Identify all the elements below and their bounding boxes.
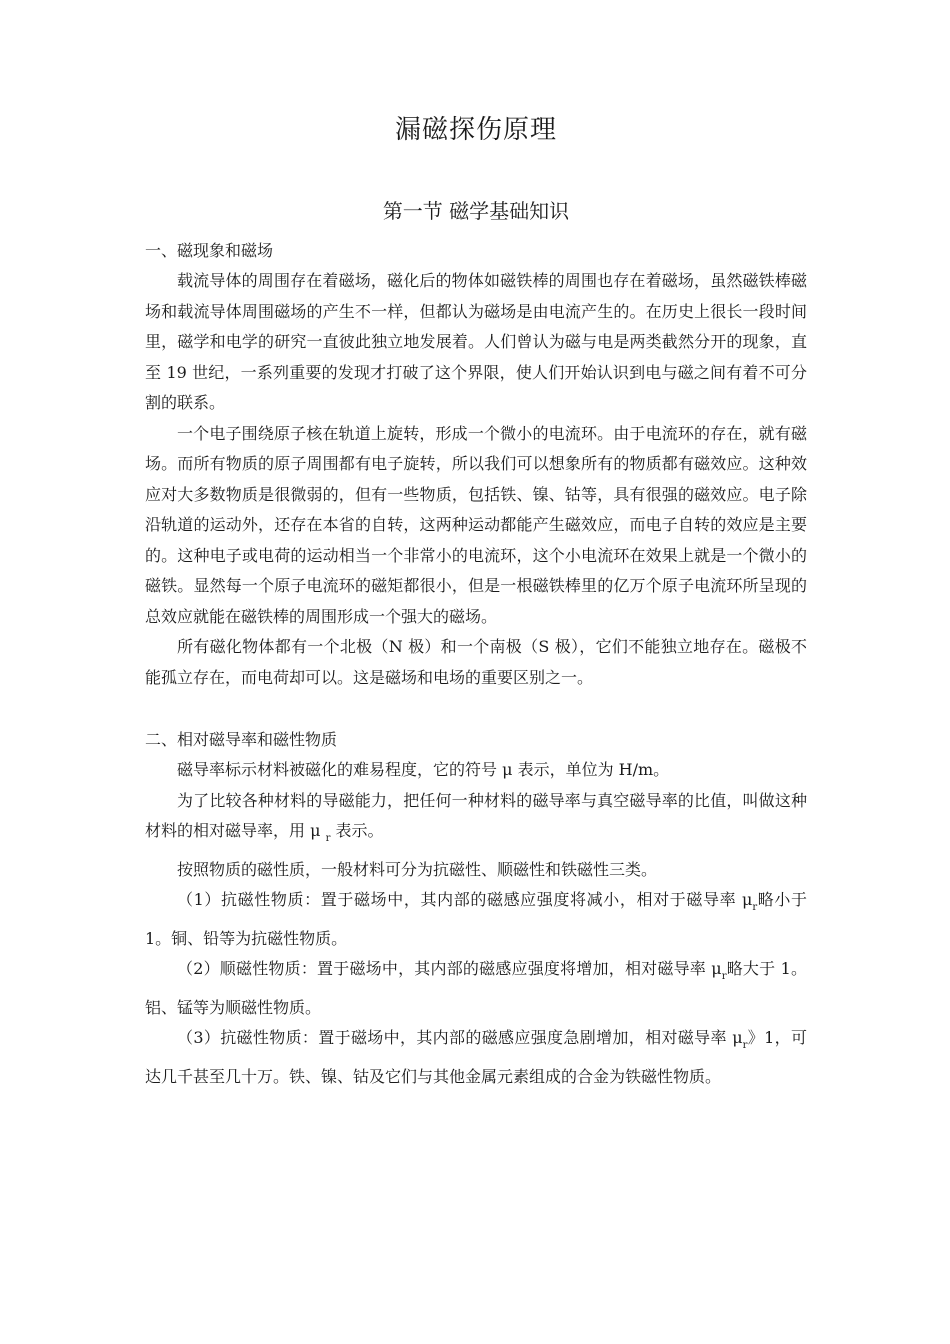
subscript-r: r (752, 902, 758, 913)
document-title: 漏磁探伤原理 (394, 115, 557, 145)
subscript-r: r (742, 1040, 748, 1051)
subscript-r: r (325, 833, 331, 844)
heading-relative-permeability: 二、相对磁导率和磁性物质 (145, 730, 338, 749)
text-segment: 略大于 1。铝、锰等为顺磁性物质。 (145, 959, 807, 1017)
paragraph-current-and-field: 载流导体的周围存在着磁场，磁化后的物体如磁铁棒的周围也存在着磁场，虽然磁铁棒磁场和载流导体周围磁场的产生不一样，但都认为磁场是由电流产生的。在历史上很长一段时间里，磁学和电学的研究一直彼此独立地发展着。人们曾认为磁与电是两类截然分开的现象，直至 19 世纪，一系列重要的发现才打破了这个界限，使人们开始认识到电与磁之间有着不可分割的联系。 (145, 271, 807, 412)
subscript-r: r (721, 971, 727, 982)
paragraph-electron-orbit: 一个电子围绕原子核在轨道上旋转，形成一个微小的电流环。由于电流环的存在，就有磁场。而所有物质的原子周围都有电子旋转，所以我们可以想象所有的物质都有磁效应。这种效应对大多数物质是很微弱的，但有一些物质，包括铁、镍、钴等，具有很强的磁效应。电子除沿轨道的运动外，还存在本省的自转，这两种运动都能产生磁效应，而电子自转的效应是主要的。这种电子或电荷的运动相当一个非常小的电流环，这个小电流环在效果上就是一个微小的磁铁。显然每一个原子电流环的磁矩都很小，但是一根磁铁棒里的亿万个原子电流环所呈现的总效应就能在磁铁棒的周围形成一个强大的磁场。 (145, 423, 807, 626)
text-segment: 表示。 (330, 821, 384, 840)
section-spacer (145, 693, 807, 725)
paragraph-classification: 按照物质的磁性质，一般材料可分为抗磁性、顺磁性和铁磁性三类。 (177, 859, 658, 879)
text-segment: （1）抗磁性物质：置于磁场中，其内部的磁感应强度将减小，相对于磁导率 μ (177, 890, 753, 909)
text-segment: 》1，可达几千甚至几十万。铁、镍、钴及它们与其他金属元素组成的合金为铁磁性物质。 (145, 1028, 807, 1086)
paragraph-relative-permeability (145, 786, 807, 855)
text-segment: （3）抗磁性物质：置于磁场中，其内部的磁感应强度急剧增加，相对磁导率 μ (177, 1028, 743, 1047)
text-segment: 略小于 1。铜、铅等为抗磁性物质。 (145, 890, 807, 948)
paragraph-magnetic-poles: 所有磁化物体都有一个北极（N 极）和一个南极（S 极），它们不能独立地存在。磁极不能孤立存在，而电荷却可以。这是磁场和电场的重要区别之一。 (145, 637, 807, 687)
heading-magnetic-phenomena: 一、磁现象和磁场 (145, 241, 274, 260)
document-page (145, 110, 807, 1092)
text-segment: 为了比较各种材料的导磁能力，把任何一种材料的磁导率与真空磁导率的比值，叫做这种材料的相对磁导率，用 μ (145, 790, 807, 840)
paragraph-paramagnetic (145, 954, 807, 1023)
paragraph-diamagnetic (145, 885, 807, 954)
section-title: 第一节 磁学基础知识 (382, 199, 570, 223)
paragraph-ferromagnetic (145, 1023, 807, 1092)
text-segment: （2）顺磁性物质：置于磁场中，其内部的磁感应强度将增加，相对磁导率 μ (177, 959, 722, 978)
paragraph-permeability-definition: 磁导率标示材料被磁化的难易程度，它的符号 μ 表示，单位为 H/m。 (177, 760, 670, 779)
